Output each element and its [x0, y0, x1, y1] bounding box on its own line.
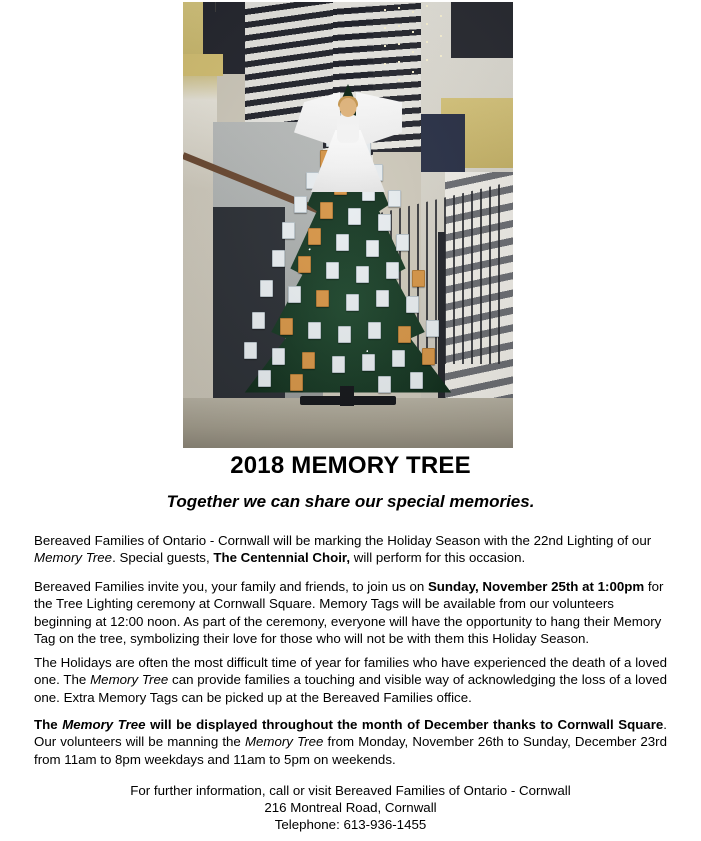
footer-line-address: 216 Montreal Road, Cornwall — [264, 800, 437, 816]
p4-segment-1-bold: The — [34, 717, 63, 732]
text-cursor-artifact — [215, 2, 216, 12]
memory-tag — [388, 190, 401, 207]
page-title: 2018 MEMORY TREE — [230, 452, 471, 479]
paragraph-holidays — [34, 654, 667, 706]
footer-line-telephone: Telephone: 613-936-1455 — [274, 817, 427, 833]
angel-head — [340, 98, 357, 117]
memory-tag — [316, 290, 329, 307]
background-right-dark-top — [451, 2, 513, 58]
p3-segment-1: The Holidays are often the most difficult time of year for families who have experienced the death of a loved one. The — [34, 655, 667, 688]
memory-tag — [308, 322, 321, 339]
memory-tag — [346, 294, 359, 311]
angel-topper-icon — [292, 88, 404, 192]
memory-tag — [282, 222, 295, 239]
footer-line-information: For further information, call or visit Bereaved Families of Ontario - Cornwall — [130, 783, 571, 798]
angel-torso — [337, 115, 359, 143]
p4-memory-tree-italic: Memory Tree — [244, 734, 324, 750]
p2-segment-3: for the Tree Lighting ceremony at Cornwall Square. Memory Tags will be available from our volunteers beginning at 12:00 noon. As part of the ceremony, everyone will have the opportunity to hang their Memory Tag on the tree, symbolizing their love for those who will not be with them this Holiday Season. — [34, 579, 664, 647]
paragraph-display-schedule — [34, 716, 667, 768]
paragraph-invitation — [34, 578, 667, 648]
p1-segment-1: Bereaved Families of Ontario - Cornwall will be marking the Holiday Season with the 22nd Lighting of our — [34, 533, 652, 548]
p2-segment-1: Bereaved Families invite you, your family and friends, to join us on — [34, 579, 428, 594]
memory-tag — [392, 350, 405, 367]
tree-stand-base — [300, 396, 396, 405]
p2-event-datetime-bold: Sunday, November 25th at 1:00pm — [427, 579, 645, 594]
memory-tag — [272, 348, 285, 365]
christmas-tree — [228, 84, 468, 414]
memory-tag — [272, 250, 285, 267]
memory-tag — [258, 370, 271, 387]
photo-canvas — [183, 2, 513, 448]
memory-tag — [410, 372, 423, 389]
memory-tag — [348, 208, 361, 225]
contact-footer — [0, 782, 701, 834]
p3-segment-3: can provide families a touching and visible way of acknowledging the loss of a loved one. Extra Memory Tags can be picked up at the Bereaved Families office. — [34, 672, 667, 705]
memory-tag — [326, 262, 339, 279]
background-yellow-band — [183, 54, 223, 76]
memory-tag — [368, 322, 381, 339]
p3-memory-tree-italic: Memory Tree — [90, 672, 169, 688]
memory-tag — [362, 354, 375, 371]
memory-tree-photo — [183, 2, 513, 448]
p1-choir-bold: The Centennial Choir, — [213, 550, 351, 566]
memory-tag — [356, 266, 369, 283]
memory-tag — [386, 262, 399, 279]
memory-tag — [396, 234, 409, 251]
memory-tag — [422, 348, 435, 365]
memory-tag — [294, 196, 307, 213]
memory-tag — [338, 326, 351, 343]
p4-memory-tree-bold-italic: Memory Tree — [62, 717, 146, 732]
p1-memory-tree-italic: Memory Tree — [34, 550, 113, 566]
memory-tag — [288, 286, 301, 303]
memory-tag — [280, 318, 293, 335]
memory-tag — [298, 256, 311, 273]
memory-tag — [376, 290, 389, 307]
memory-tag — [332, 356, 345, 373]
memory-tag — [244, 342, 257, 359]
memory-tag — [260, 280, 273, 297]
memory-tag — [406, 296, 419, 313]
memory-tag — [378, 214, 391, 231]
p1-segment-5: will perform for this occasion. — [350, 550, 526, 566]
p4-segment-6: from Monday, November 26th to Sunday, December 23rd from 11am to 8pm weekdays and 11am to 5pm on weekends. — [34, 734, 667, 767]
memory-tag — [336, 234, 349, 251]
p4-segment-4: . Our volunteers will be manning the — [34, 717, 667, 750]
paragraph-intro — [34, 532, 667, 567]
p4-segment-3-bold: will be displayed throughout the month of December thanks to Cornwall Square — [145, 717, 664, 732]
memory-tag — [366, 240, 379, 257]
memory-tag — [320, 202, 333, 219]
memory-tag — [308, 228, 321, 245]
memory-tag — [412, 270, 425, 287]
memory-tag — [426, 320, 439, 337]
memory-tag — [398, 326, 411, 343]
page-subtitle: Together we can share our special memories. — [166, 492, 535, 511]
memory-tag — [252, 312, 265, 329]
memory-tag — [302, 352, 315, 369]
tree-stand — [300, 384, 396, 408]
p1-segment-3: . Special guests, — [112, 550, 214, 566]
